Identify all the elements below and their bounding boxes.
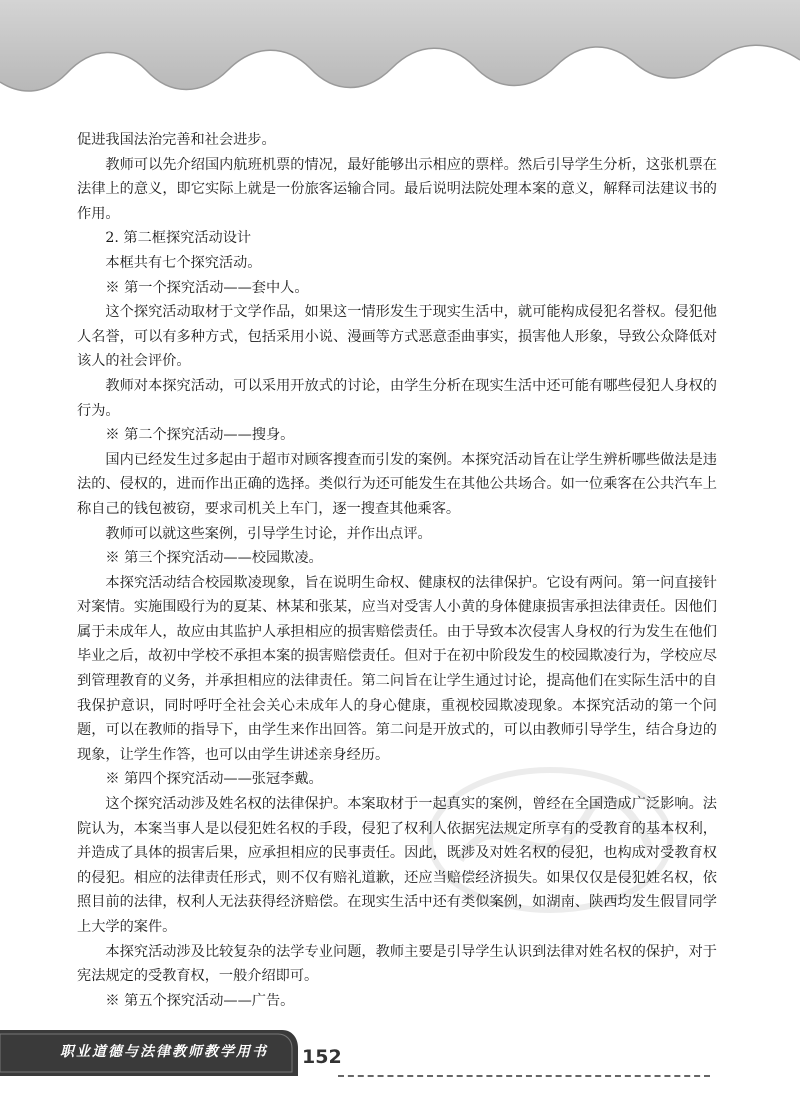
paragraph: 教师可以就这些案例，引导学生讨论，并作出点评。 <box>105 525 432 542</box>
section-heading: ※ 第四个探究活动——张冠李戴。 <box>105 771 323 788</box>
paragraph: 这个探究活动涉及姓名权的法律保护。本案取材于一起真实的案例，曾经在全国造成广泛影响。法院认为，本案当事人是以侵犯姓名权的手段，侵犯了权利人依据宪法规定所享有的受教育的基本权利，并造成了具体的损害后果，应承担相应的民事责任。因此，既涉及对姓名权的侵犯，也构成对受教育权的侵犯。相应的法律责任形式，则不仅有赔礼道歉，还应当赔偿经济损失。如果仅仅是侵犯姓名权，依照目前的法律，权利人无法获得经济赔偿。在现实生活中还有类似案例，如湖南、陕西均发生假冒同学上大学的案件。 <box>77 796 717 935</box>
header-wave-banner <box>0 0 800 140</box>
footer-dashed-rule <box>338 1075 710 1077</box>
footer-book-title: 职业道德与法律教师教学用书 <box>60 1044 268 1060</box>
section-heading: ※ 第三个探究活动——校园欺凌。 <box>105 550 323 567</box>
section-heading: ※ 第一个探究活动——套中人。 <box>105 279 309 296</box>
paragraph: 这个探究活动取材于文学作品，如果这一情形发生于现实生活中，就可能构成侵犯名誉权。侵犯他人名誉，可以有多种方式，包括采用小说、漫画等方式恶意歪曲事实，损害他人形象，导致公众降低对该人的社会评价。 <box>77 304 717 370</box>
paragraph: 本探究活动涉及比较复杂的法学专业问题，教师主要是引导学生认识到法律对姓名权的保护，对于宪法规定的受教育权，一般介绍即可。 <box>77 943 717 985</box>
paragraph: 国内已经发生过多起由于超市对顾客搜查而引发的案例。本探究活动旨在让学生辨析哪些做法是违法的、侵权的，进而作出正确的选择。类似行为还可能发生在其他公共场合。如一位乘客在公共汽车上称自己的钱包被窃，要求司机关上车门，逐一搜查其他乘客。 <box>77 451 717 517</box>
paragraph: 促进我国法治完善和社会进步。 <box>77 132 276 148</box>
page-number: 152 <box>302 1046 342 1068</box>
section-heading: ※ 第五个探究活动——广告。 <box>105 992 295 1009</box>
paragraph: 教师对本探究活动，可以采用开放式的讨论，由学生分析在现实生活中还可能有哪些侵犯人身权的行为。 <box>77 377 717 419</box>
section-heading: ※ 第二个探究活动——搜身。 <box>105 427 295 444</box>
paragraph: 本探究活动结合校园欺凌现象，旨在说明生命权、健康权的法律保护。它设有两问。第一问直接针对案情。实施围殴行为的夏某、林某和张某，应当对受害人小黄的身体健康损害承担法律责任。因他们属于未成年人，故应由其监护人承担相应的损害赔偿责任。由于导致本次侵害人身权的行为发生在他们毕业之后，故初中学校不承担本案的损害赔偿责任。但对于在初中阶段发生的校园欺凌行为，学校应尽到管理教育的义务，并承担相应的法律责任。第二问旨在让学生通过讨论，提高他们在实际生活中的自我保护意识，同时呼吁全社会关心未成年人的身心健康，重视校园欺凌现象。本探究活动的第一个问题，可以在教师的指导下，由学生来作出回答。第二问是开放式的，可以由教师引导学生，结合身边的现象，让学生作答，也可以由学生讲述亲身经历。 <box>77 574 717 763</box>
section-heading: 2. 第二框探究活动设计 <box>105 230 252 247</box>
paragraph: 教师可以先介绍国内航班机票的情况，最好能够出示相应的票样。然后引导学生分析，这张机票在法律上的意义，即它实际上就是一份旅客运输合同。最后说明法院处理本案的意义，解释司法建议书的作用。 <box>77 156 717 222</box>
paragraph: 本框共有七个探究活动。 <box>105 254 262 271</box>
watermark-logo <box>420 760 680 924</box>
page-footer <box>0 1030 800 1080</box>
